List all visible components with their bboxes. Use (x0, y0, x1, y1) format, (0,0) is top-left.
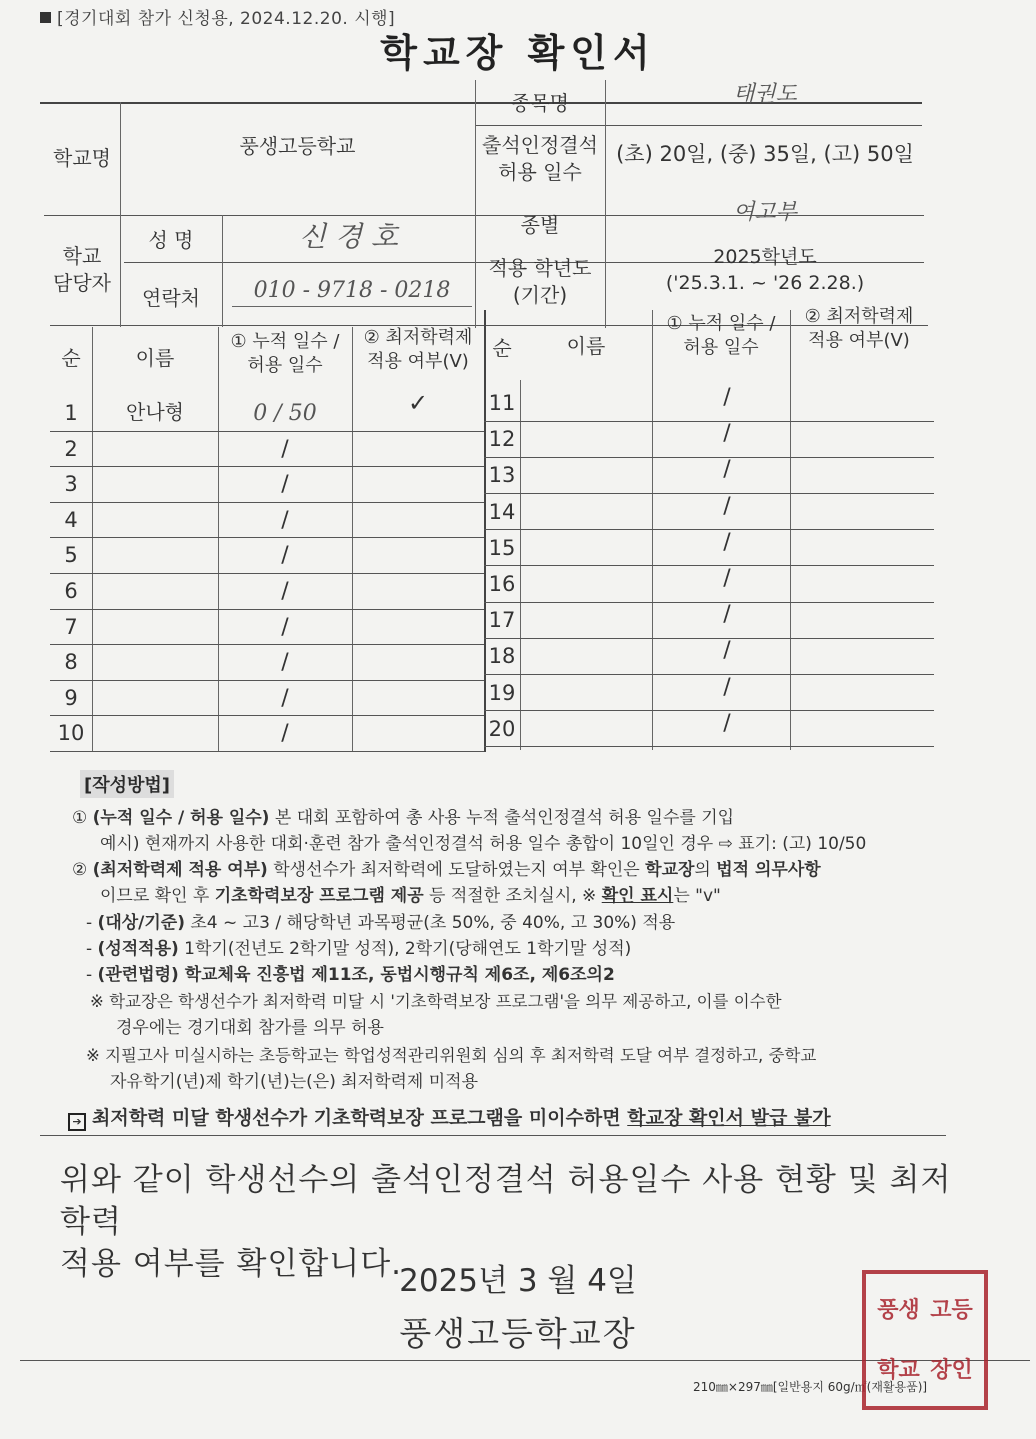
guide-text: 1학기(전년도 2학기말 성적), 2학기(당해연도 1학기말 성적) (178, 939, 632, 959)
row-number: 4 (64, 508, 78, 532)
seal-text: 장인 (930, 1357, 973, 1383)
school-value: 풍생고등학교 (239, 134, 356, 158)
guide-bold: (관련법령) 학교체육 진흥법 제11조, 동법시행규칙 제6조, 제6조의2 (97, 965, 615, 985)
top-note-text: [경기대회 참가 신청용, 2024.12.20. 시행] (57, 9, 396, 29)
row-number: 3 (64, 472, 78, 496)
allowed-days-label: 출석인정결석 허용 일수 (482, 133, 598, 184)
guide-mark: ② (72, 860, 88, 880)
accumulated-days: / (723, 711, 731, 736)
guide-line-12 (68, 1103, 831, 1131)
accumulated-days: / (723, 675, 731, 700)
guide-line-2: 예시) 현재까지 사용한 대회·훈련 참가 출석인정결석 허용 일수 총합이 10일인 경우 ⇨ 표기: (고) 10/50 (100, 834, 867, 854)
guide-text: 본 대회 포함하여 총 사용 누적 출석인정결석 허용 일수를 기입 (269, 808, 735, 828)
row-number: 12 (488, 427, 516, 451)
guide-underline: 학교장 확인서 발급 불가 (627, 1107, 831, 1129)
guide-text: 등 적절한 조치실시, ※ (423, 886, 602, 906)
row-line (50, 431, 484, 432)
row-line (50, 537, 484, 538)
seal-text: 학교 (877, 1357, 920, 1383)
school-seal (862, 1270, 988, 1410)
guide-mark: ① (72, 808, 88, 828)
accumulated-days: / (281, 508, 289, 533)
event-label: 종목명 (511, 91, 569, 115)
arrow-box-icon: ➔ (68, 1113, 86, 1131)
guide-bold: (누적 일수 / 허용 일수) (92, 808, 270, 828)
header-minimum-left: ② 최저학력제 적용 여부(V) (363, 327, 473, 373)
guide-line-9: 경우에는 경기대회 참가를 의무 허용 (116, 1018, 384, 1038)
row-number: 7 (64, 615, 78, 639)
guide-line-10: ※ 지필고사 미실시하는 초등학교는 학업성적관리위원회 심의 후 최저학력 도달 여부 결정하고, 중학교 (86, 1046, 817, 1065)
accumulated-days: / (723, 566, 731, 591)
col-line (92, 327, 93, 752)
guide-title: [작성방법] (80, 770, 174, 798)
accumulated-days: / (723, 421, 731, 446)
row-number: 18 (488, 644, 516, 668)
guide-bold: (성적적용) (97, 939, 179, 959)
row-number: 11 (488, 391, 516, 415)
guide-line-11: 자유학기(년)제 학기(년)는(은) 최저학력제 미적용 (110, 1072, 479, 1092)
row-number: 14 (488, 500, 516, 524)
category-label: 종별 (520, 213, 560, 237)
row-number: 20 (488, 717, 516, 741)
guide-text: 초4 ~ 고3 / 해당학년 과목평균(초 50%, 중 40%, 고 30%) 적용 (184, 913, 676, 933)
row-number: 2 (64, 437, 78, 461)
guide-bold: 기초학력보장 프로그램 제공 (214, 886, 424, 906)
guide-bold: (최저학력제 적용 여부) (92, 860, 268, 880)
guide-text: 의 (694, 860, 717, 880)
row-line (50, 680, 484, 681)
row-line (50, 751, 484, 752)
guide-bold: (대상/기준) (97, 913, 185, 933)
event-value: 태권도 (733, 82, 797, 107)
signer: 풍생고등학교장 (399, 1314, 637, 1353)
row-number: 6 (64, 579, 78, 603)
guide-bold: 학교장 (645, 860, 695, 880)
accumulated-days: / (723, 602, 731, 627)
header-name-left: 이름 (135, 346, 175, 370)
accumulated-days: / (281, 437, 289, 462)
row-line (50, 644, 484, 645)
contact-label: 연락처 (142, 286, 200, 310)
accumulated-days: / (723, 457, 731, 482)
header-order-left: 순 (61, 346, 81, 370)
year-label: 적용 학년도 (기간) (488, 256, 592, 307)
accumulated-days: / (281, 579, 289, 604)
category-value: 여고부 (733, 200, 797, 225)
row-number: 17 (488, 608, 516, 632)
guide-bold-underline: 확인 표시 (601, 886, 674, 906)
guide-line-1 (72, 803, 734, 828)
accumulated-days: / (723, 638, 731, 663)
guide-text: 이므로 확인 후 (100, 886, 215, 906)
row-number: 5 (64, 543, 78, 567)
row-number: 19 (488, 681, 516, 705)
guide-line-3 (72, 855, 821, 880)
guide-line-4 (100, 881, 721, 906)
header-minimum-right: ② 최저학력제 적용 여부(V) (804, 306, 914, 352)
row-number: 15 (488, 536, 516, 560)
accumulated-days: / (281, 615, 289, 640)
guide-text: 학생선수가 최저학력에 도달하였는지 여부 확인은 (267, 860, 646, 880)
accumulated-days: / (723, 494, 731, 519)
guide-bottom-line (40, 1135, 946, 1136)
header-order-right: 순 (492, 336, 512, 360)
accumulated-days: / (281, 472, 289, 497)
name-label: 성 명 (148, 228, 194, 252)
accumulated-days: / (281, 650, 289, 675)
date: 2025년 3 월 4일 (399, 1263, 637, 1299)
minimum-check: ✓ (407, 389, 429, 417)
guide-line-5: - (대상/기준) 초4 ~ 고3 / 해당학년 과목평균(초 50%, 중 40%, 고 30%) 적용 (86, 913, 676, 933)
row-number: 13 (488, 463, 516, 487)
row-number: 8 (64, 650, 78, 674)
row-number: 1 (64, 401, 78, 425)
seal-text: 고등 (930, 1297, 973, 1323)
accumulated-days: / (281, 686, 289, 711)
guide-bold: 법적 의무사항 (716, 860, 821, 880)
row-line (50, 502, 484, 503)
header-days-right: ① 누적 일수 / 허용 일수 (666, 313, 776, 359)
year-value: 2025학년도 ('25.3.1. ~ '26 2.28.) (665, 246, 865, 294)
student-name: 안나형 (126, 400, 184, 424)
guide-line-6: - (성적적용) 1학기(전년도 2학기말 성적), 2학기(당해연도 1학기말 성적) (86, 939, 632, 959)
accumulated-days: / (281, 721, 289, 746)
guide-text: 는 "v" (673, 886, 721, 906)
confirm-text: 위와 같이 학생선수의 출석인정결석 허용일수 사용 현황 및 최저학력 적용 여부를 확인합니다. (60, 1162, 952, 1282)
manager-name-value: 신 경 호 (299, 220, 398, 253)
paper-spec: 210㎜×297㎜[일반용지 60g/㎡(재활용품)] (693, 1380, 928, 1394)
guide-line-7: - (관련법령) 학교체육 진흥법 제11조, 동법시행규칙 제6조, 제6조의2 (86, 965, 615, 985)
row-line (50, 466, 484, 467)
row-number: 10 (57, 721, 85, 745)
row-line (50, 573, 484, 574)
guide-text: 최저학력 미달 학생선수가 기초학력보장 프로그램을 미이수하면 (92, 1107, 628, 1129)
document-title: 학교장 확인서 (380, 31, 656, 75)
contact-value: 010 - 9718 - 0218 (232, 276, 472, 307)
row-line (50, 715, 484, 716)
row-line (475, 125, 922, 126)
row-line (484, 746, 934, 747)
guide-line-8: ※ 학교장은 학생선수가 최저학력 미달 시 '기초학력보장 프로그램'을 의무 제공하고, 이를 이수한 (90, 992, 782, 1011)
header-name-right: 이름 (566, 334, 606, 358)
row-line (50, 609, 484, 610)
accumulated-days: / (723, 385, 731, 410)
accumulated-days: 0 / 50 (253, 401, 317, 426)
row-number: 16 (488, 572, 516, 596)
header-days-left: ① 누적 일수 / 허용 일수 (230, 331, 340, 377)
seal-text: 풍생 (877, 1297, 920, 1323)
accumulated-days: / (723, 530, 731, 555)
allowed-days-value: (초) 20일, (중) 35일, (고) 50일 (616, 142, 914, 166)
school-label: 학교명 (53, 146, 111, 170)
row-number: 9 (64, 686, 78, 710)
manager-label: 학교 담당자 (53, 244, 111, 295)
accumulated-days: / (281, 543, 289, 568)
